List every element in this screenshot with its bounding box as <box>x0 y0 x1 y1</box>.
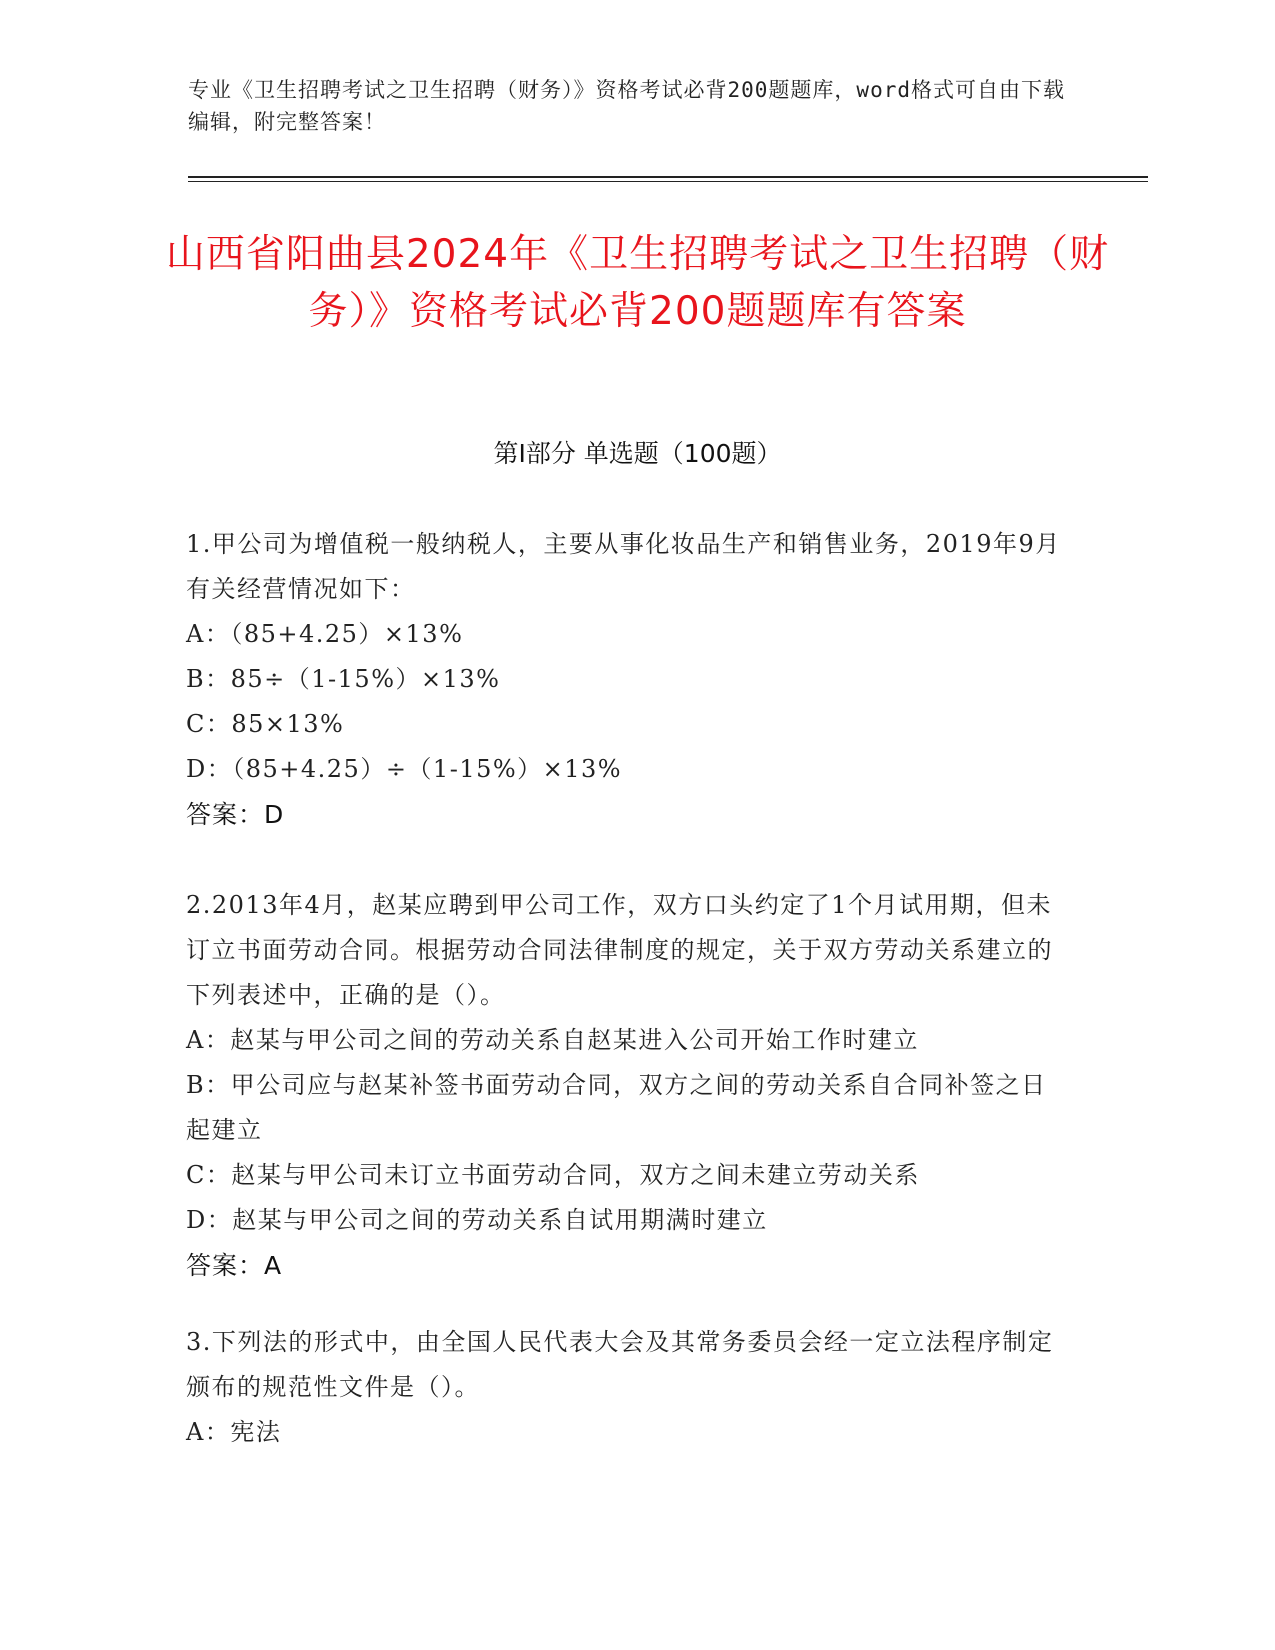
option-b: B：85÷（1-15%）×13% <box>186 665 501 693</box>
question-stem: 2.2013年4月，赵某应聘到甲公司工作，双方口头约定了1个月试用期，但未订立书面劳动合同。根据劳动合同法律制度的规定，关于双方劳动关系建立的下列表述中，正确的是（）。 <box>186 891 1053 1009</box>
answer: 答案：A <box>186 1251 283 1280</box>
option-a: A：宪法 <box>186 1418 282 1446</box>
header-divider <box>188 176 1148 178</box>
header-note: 专业《卫生招聘考试之卫生招聘（财务）》资格考试必背200题题库，word格式可自由下载编辑，附完整答案！ <box>188 78 1065 134</box>
question-2 <box>186 883 1066 1288</box>
option-c: C：85×13% <box>186 710 345 738</box>
question-3 <box>186 1320 1066 1455</box>
option-d: D：（85+4.25）÷（1-15%）×13% <box>186 755 623 783</box>
header-divider-thin <box>188 181 1148 182</box>
option-c: C：赵某与甲公司未订立书面劳动合同，双方之间未建立劳动关系 <box>186 1161 920 1189</box>
section-title: 第I部分 单选题（100题） <box>493 439 782 468</box>
option-d: D：赵某与甲公司之间的劳动关系自试用期满时建立 <box>186 1206 768 1234</box>
option-a: A：赵某与甲公司之间的劳动关系自赵某进入公司开始工作时建立 <box>186 1026 919 1054</box>
answer: 答案：D <box>186 800 285 829</box>
document-title: 山西省阳曲县2024年《卫生招聘考试之卫生招聘（财务）》资格考试必背200题题库有答案 <box>165 232 1110 334</box>
question-stem: 1.甲公司为增值税一般纳税人，主要从事化妆品生产和销售业务，2019年9月有关经营情况如下： <box>186 530 1061 603</box>
question-1 <box>186 522 1066 837</box>
option-a: A：（85+4.25）×13% <box>186 620 464 648</box>
question-stem: 3.下列法的形式中，由全国人民代表大会及其常务委员会经一定立法程序制定颁布的规范性文件是（）。 <box>186 1328 1054 1401</box>
option-b: B：甲公司应与赵某补签书面劳动合同，双方之间的劳动关系自合同补签之日起建立 <box>186 1071 1047 1144</box>
